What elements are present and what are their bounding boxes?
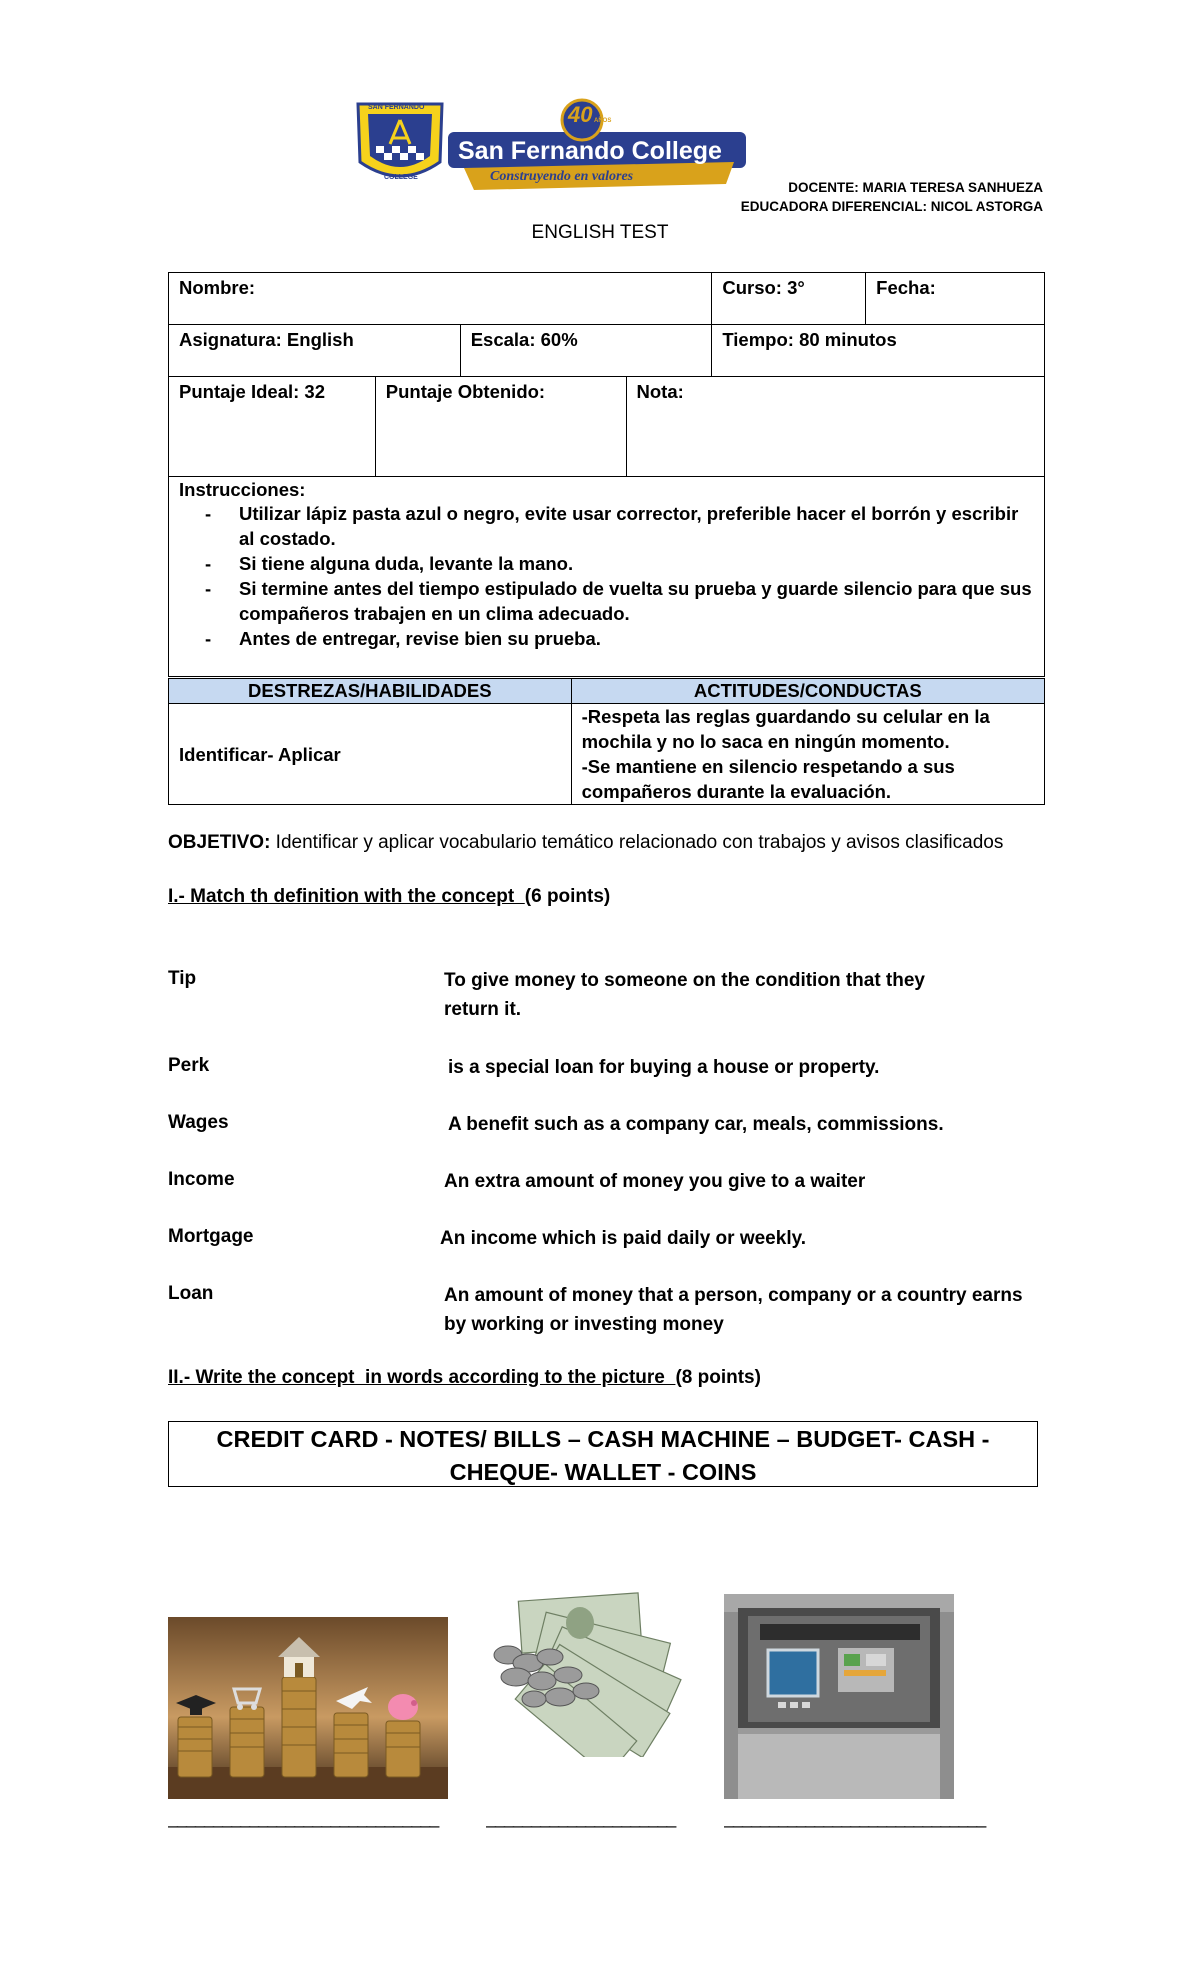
instruction-item: - Si termine antes del tiempo estipulado de vuelta su prueba y guarde silencio para que sus compañeros trabajen en un clima adecuado. [239,576,1034,626]
definition-item: is a special loan for buying a house or property. [448,1057,880,1078]
section2-title: II.- Write the concept in words according to the picture [168,1367,676,1388]
definition-item: To give money to someone on the condition that they return it. [444,970,926,1020]
attitude-line: -Respeta las reglas guardando su celular en la mochila y no lo saca en ningún momento. [581,706,990,752]
curso-field[interactable]: Curso: 3° [712,273,866,325]
answer-blank-1[interactable]: ______________________________ [168,1808,439,1828]
nombre-field[interactable]: Nombre: [169,273,712,325]
anniversary-number: 40 [568,102,593,127]
term-loan: Loan [168,1283,214,1304]
educadora-label: EDUCADORA DIFERENCIAL: NICOL ASTORGA [740,199,1043,214]
test-title: ENGLISH TEST [531,222,669,243]
fecha-field[interactable]: Fecha: [866,273,1045,325]
anniversary-label: AÑOS [594,118,612,124]
definition-item: An income which is paid daily or weekly. [440,1228,807,1249]
answer-blank-3[interactable]: _____________________________ [724,1808,986,1828]
skills-header: DESTREZAS/HABILIDADES [169,679,572,704]
attitudes-header: ACTITUDES/CONDUCTAS [571,679,1044,704]
section2-heading [168,1367,761,1389]
tiempo-field: Tiempo: 80 minutos [712,325,1045,377]
objective-text: Identificar y aplicar vocabulario temático relacionado con trabajos y avisos clasificados [270,832,1004,853]
skills-value: Identificar- Aplicar [169,704,572,805]
objective-line [168,832,1003,854]
attitude-line: -Se mantiene en silencio respetando a sus compañeros durante la evaluación. [581,756,955,802]
definition-item: A benefit such as a company car, meals, commissions. [448,1114,944,1135]
definition-item: An extra amount of money you give to a waiter [444,1171,866,1192]
crest-bottom-text: COLLEGE [384,174,418,181]
section1-heading [168,886,610,908]
section2-points: (8 points) [675,1367,761,1388]
term-wages: Wages [168,1112,229,1133]
puntaje-ideal-field: Puntaje Ideal: 32 [169,377,376,477]
term-tip: Tip [168,968,197,989]
answer-blank-2[interactable]: _____________________ [486,1808,676,1828]
student-info-table [168,272,1045,677]
puntaje-obtenido-field[interactable]: Puntaje Obtenido: [375,377,626,477]
school-name: San Fernando College [458,137,722,165]
skills-table [168,678,1045,805]
school-logo [354,98,750,192]
coins-budget-picture [168,1617,448,1799]
docente-label: DOCENTE: MARIA TERESA SANHUEZA [788,180,1043,195]
crest-top-text: SAN FERNANDO [368,104,425,111]
section1-title: I.- Match th definition with the concept [168,886,525,907]
instructions-label: Instrucciones: [179,479,306,500]
instructions-list [179,501,1034,651]
section1-points: (6 points) [524,886,611,907]
coins-budget-image [168,1617,448,1799]
term-mortgage: Mortgage [168,1226,254,1247]
cash-machine-image [724,1594,954,1799]
instructions-cell [169,477,1045,677]
school-motto: Construyendo en valores [490,169,634,184]
cash-machine-picture [724,1594,954,1799]
definition-item: An amount of money that a person, company or a country earns by working or investing money [444,1285,1023,1335]
term-perk: Perk [168,1055,210,1076]
escala-field: Escala: 60% [460,325,712,377]
instruction-item: - Utilizar lápiz pasta azul o negro, evite usar corrector, preferible hacer el borrón y escribir al costado. [239,501,1034,551]
instruction-item: - Antes de entregar, revise bien su prueba. [239,626,1034,651]
cash-picture [486,1587,692,1757]
term-income: Income [168,1169,235,1190]
instruction-item: - Si tiene alguna duda, levante la mano. [239,551,1034,576]
cash-image [486,1587,692,1757]
asignatura-field: Asignatura: English [169,325,461,377]
objective-label: OBJETIVO: [168,832,271,853]
attitudes-value [571,704,1044,805]
word-bank: CREDIT CARD - NOTES/ BILLS – CASH MACHINE – BUDGET- CASH - CHEQUE- WALLET - COINS [168,1421,1038,1487]
nota-field[interactable]: Nota: [626,377,1045,477]
